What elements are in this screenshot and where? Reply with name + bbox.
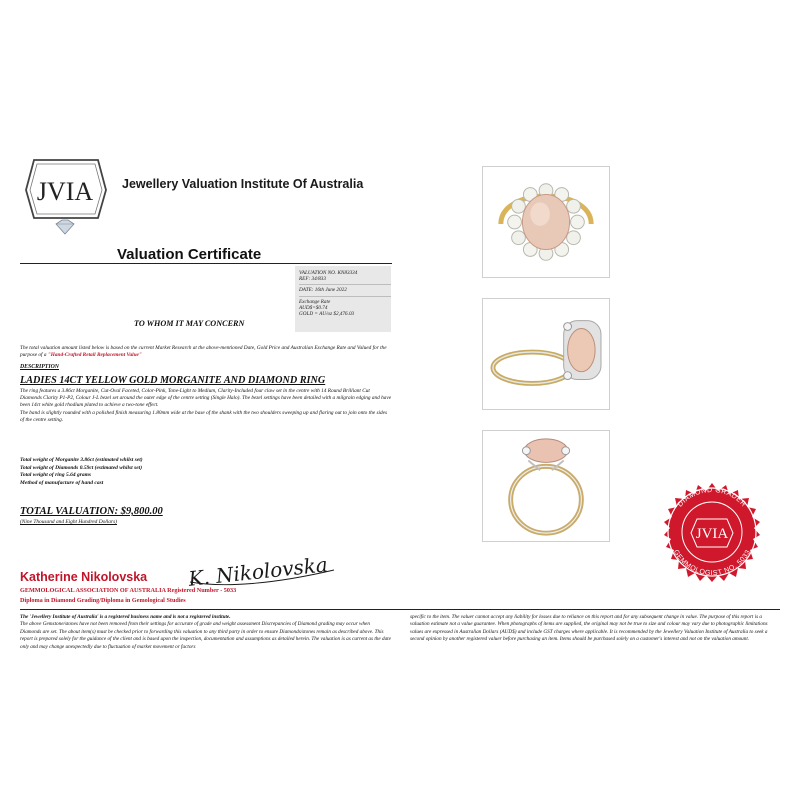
weight-ring: Total weight of ring 5.64 grams <box>20 472 92 479</box>
footer-right: specific to the item. The valuer cannot accept any liability for losses due to reliance on this report and for any subsequent change in value. The purpose of this report is a valuation estimate not a value guarantee. When photographs of items are supplied, the original may not be true to size and colour may vary due to photographic limitations values are expressed in Australian Dollars (AUD$) and include GST charges where applicable. It is recommended by the Jewellery Valuation Institute of Australia to seek a second opinion by another registered valuer before purchasing an item. Items should be purchased solely on a customer's interest and not on the valuation amount. <box>410 614 768 643</box>
exchange-label: Exchange Rate <box>299 298 331 305</box>
association-registration: GEMMOLOGICAL ASSOCIATION OF AUSTRALIA Registered Number - 5033 <box>20 587 237 594</box>
certificate-title: Valuation Certificate <box>117 246 262 263</box>
total-valuation-words: (Nine Thousand and Eight Hundred Dollars) <box>20 519 117 525</box>
meta-divider <box>299 296 391 297</box>
valuation-number: VALUATION NO. KN83334 <box>299 270 358 276</box>
reference-number: REF: 34/833 <box>299 276 326 283</box>
valuation-date: DATE: 16th June 2022 <box>299 287 347 294</box>
salutation: TO WHOM IT MAY CONCERN <box>134 319 245 328</box>
diamond-icon <box>56 220 74 234</box>
gemmologist-seal <box>647 467 777 597</box>
description-label: DESCRIPTION <box>20 364 59 370</box>
footer-left <box>20 614 392 651</box>
seal-top-text: DIAMOND GRADER <box>676 486 748 509</box>
ring-photo-top <box>482 166 610 278</box>
intro-highlight: "Hand-Crafted Retail Replacement Value" <box>47 352 142 359</box>
valuer-name: Katherine Nikolovska <box>20 570 148 584</box>
total-valuation: TOTAL VALUATION: $9,800.00 <box>20 506 163 517</box>
logo-text: JVIA <box>36 177 94 206</box>
weight-diamonds: Total weight of Diamonds 0.59ct (estimated whilst set) <box>20 464 143 471</box>
org-name: Jewellery Valuation Institute Of Australia <box>122 177 364 191</box>
exchange-rate: AUD$=$0.74 <box>299 304 328 311</box>
weights-list <box>20 457 320 487</box>
intro-paragraph <box>20 345 392 359</box>
valuation-meta-box <box>295 266 391 332</box>
description-paragraph: The ring features a 3.86ct Morganite, Cut-Oval Faceted, Color-Pink, Tone-Light to Medium, Clarity-Included four claw set in the centre with 14 Round Brilliant Cut Diamonds Clarity P1-P2, Colour J-L bezel set around the outer edge of the centre setting (Single Halo). The bezel settings have been detailed with a milgrain edging and have been 14ct white gold rhodium plated to achieve a two-tone effect. <box>20 388 392 409</box>
description-paragraph: The band is slightly rounded with a polished finish measuring 1.80mm wide at the base of the shank with the two shoulders sweeping up and flaring out to join onto the sides of the centre setting. <box>20 409 388 423</box>
ring-photo-side <box>482 298 610 410</box>
seal-center-text: JVIA <box>695 526 729 542</box>
gold-price: GOLD = AU/oz $2,476.03 <box>299 311 355 318</box>
ring-photo-angle <box>482 430 610 542</box>
intro-text: The total valuation amount listed below is based on the current Market Research at the above-mentioned Date, Gold Price and Australian Exchange Rate and Valued for the purpose of a <box>20 345 387 359</box>
disclaimer-left: The above Gemstone/stones have not been removed from their settings for accurate of grade and weight assessment Discrepancies of Diamond grading may occur when Diamonds are set. The about item(s) must be checked prior to forwarding this valuation to any third party in order to ensure Diamonds/stones remain as described above. This report is prepared solely for the guidance of the client and is based upon the inspection, documentation and assumptions as detailed herein. The valuation is as current as the date only and may change unexpectedly due to fluctuation of market movement or factors <box>20 621 391 650</box>
valuer-signature <box>184 548 344 592</box>
manufacture-method: Method of manufacture of hand cast <box>20 479 104 486</box>
item-title: LADIES 14CT YELLOW GOLD MORGANITE AND DIAMOND RING <box>20 375 326 386</box>
seal-bottom-text: GEMMOLOGIST NO. 5033 <box>671 548 753 578</box>
weight-morganite: Total weight of Morganite 3.86ct (estimated whilst set) <box>20 457 143 463</box>
svg-text:K. Nikolovska: K. Nikolovska <box>187 552 329 591</box>
title-divider <box>20 263 392 264</box>
valuer-diploma: Diploma in Diamond Grading/Diploma in Gemological Studies <box>20 597 186 604</box>
registered-notice: The 'Jewellery Institute of Australia' is a registered business name and is not a registered institute. <box>20 614 231 620</box>
jvia-logo <box>22 156 108 236</box>
footer-divider <box>20 609 780 610</box>
description-body <box>20 388 392 424</box>
meta-divider <box>299 284 391 285</box>
